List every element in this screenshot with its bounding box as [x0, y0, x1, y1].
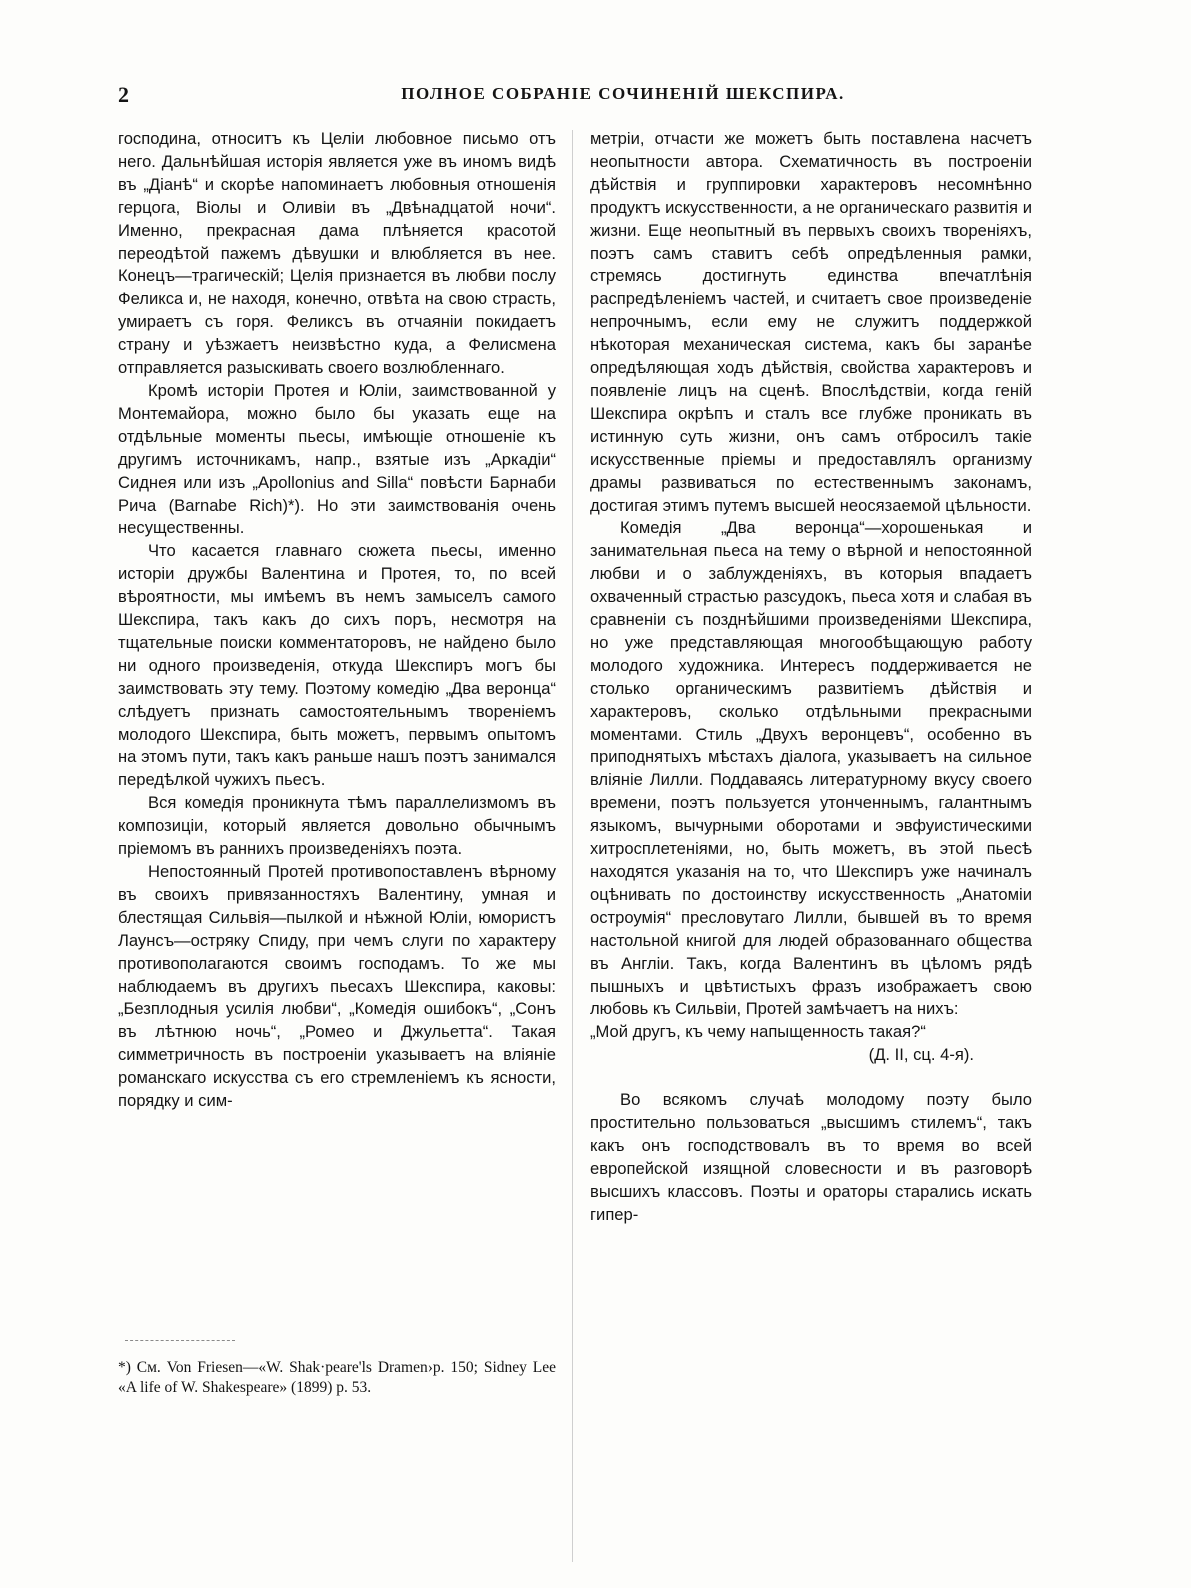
paragraph: Комедія „Два веронца“—хорошенькая и занимательная пьеса на тему о вѣрной и непостоянной любви и о заблужденіяхъ, въ которыя впадаетъ охваченный страстью разсудокъ, пьеса хотя и слабая въ сравненіи съ позднѣйшими произведеніями Шекспира, но уже представляющая многообѣщающую работу молодого художника. Интересъ поддерживается не столько органическимъ развитіемъ дѣйствія и характеровъ, сколько отдѣльными прекрасными моментами. Стиль „Двухъ веронцевъ“, особенно въ приподнятыхъ мѣстахъ діалога, указываетъ на сильное вліяніе Лилли. Поддаваясь литературному вкусу своего времени, поэтъ пользуется утонченнымъ, галантнымъ языкомъ, вычурными оборотами и эвфуистическими хитросплетеніями, но, быть можетъ, въ этой пьесѣ находятся указанія на то, что Шекспиръ уже начиналъ оцѣнивать по достоинству искусственность „Анатоміи остроумія“ пресловутаго Лилли, бывшей въ то время настольной книгой для людей образованнаго общества въ Англіи. Такъ, когда Валентинъ въ цѣломъ рядѣ пышныхъ и цвѣтистыхъ фразъ изображаетъ свою любовь къ Сильвіи, Протей замѣчаетъ на нихъ:: [590, 518, 1032, 1019]
footnote: *) См. Von Friesen—«W. Shak·peare'ls Dramen›p. 150; Sidney Lee «A life of W. Shakespeare» (1899) p. 53.: [118, 1359, 556, 1396]
quote-reference: (Д. II, сц. 4-я).: [868, 1045, 974, 1065]
verse-quote: „Мой другъ, къ чему напыщенность такая?“: [590, 1022, 926, 1042]
paragraph: господина, относитъ къ Целіи любовное письмо отъ него. Дальнѣйшая исторія является уже въ иномъ видѣ въ „Діанѣ“ и скорѣе напоминаетъ любовныя отношенія герцога, Віолы и Оливіи въ „Двѣнадцатой ночи“. Именно, прекрасная дама плѣняется красотой переодѣтой пажемъ дѣвушки и влюбляется въ нее. Конецъ—трагическій; Целія признается въ любви послу Феликса и, не находя, конечно, отвѣта на свою страсть, умираетъ съ горя. Феликсъ въ отчаяніи покидаетъ страну и уѣзжаетъ неизвѣстно куда, а Фелисмена отправляется разыскивать своего возлюбленнаго.: [118, 129, 556, 378]
paragraph: Что касается главнаго сюжета пьесы, именно исторіи дружбы Валентина и Протея, то, по всей вѣроятности, мы имѣемъ въ немъ замыселъ самого Шекспира, такъ какъ до сихъ поръ, несмотря на тщательные поиски комментаторовъ, не найдено было ни одного произведенія, откуда Шекспиръ могъ бы заимствовать эту тему. Поэтому комедію „Два веронца“ слѣдуетъ признать самостоятельнымъ твореніемъ молодого Шекспира, быть можетъ, первымъ опытомъ на этомъ пути, такъ какъ раньше нашъ поэтъ занимался передѣлкой чужихъ пьесъ.: [118, 541, 556, 790]
right-column: [590, 128, 1032, 1227]
column-divider: [572, 130, 573, 1562]
left-column: [118, 128, 556, 1113]
page-header: [118, 82, 1080, 106]
running-title: ПОЛНОЕ СОБРАНІЕ СОЧИНЕНІЙ ШЕКСПИРА.: [401, 84, 845, 103]
paragraph: Кромѣ исторіи Протея и Юліи, заимствованной у Монтемайора, можно было бы указать еще на отдѣльные моменты пьесы, имѣющіе отношеніе къ другимъ источникамъ, напр., взятые изъ „Аркадіи“ Сиднея или изъ „Apollonius and Silla“ повѣсти Барнаби Рича (Barnabe Rich)*). Но эти заимствованія очень несущественны.: [118, 380, 556, 538]
page-number: 2: [118, 82, 129, 107]
paragraph: Вся комедія проникнута тѣмъ параллелизмомъ въ композиціи, который является довольно обычнымъ пріемомъ въ раннихъ произведеніяхъ поэта.: [118, 793, 556, 859]
paragraph: метріи, отчасти же можетъ быть поставлена насчетъ неопытности автора. Схематичность въ построеніи дѣйствія и группировки характеровъ несомнѣнно продуктъ искусственности, а не органическаго развитія и жизни. Еще неопытный въ первыхъ своихъ твореніяхъ, поэтъ самъ ставитъ себѣ опредѣленныя рамки, стремясь достигнуть единства впечатлѣнія распредѣленіемъ частей, и считаетъ свое произведеніе непрочнымъ, если ему не служитъ поддержкой нѣкоторая механическая система, какъ бы заранѣе опредѣляющая ходъ дѣйствія, свойства характеровъ и появленіе лицъ на сценѣ. Впослѣдствіи, когда геній Шекспира окрѣпъ и сталъ все глубже проникать въ истинную суть жизни, онъ самъ отбросилъ такіе искусственные пріемы и предоставлялъ организму драмы развиваться по естественнымъ законамъ, достигая этимъ путемъ высшей неосязаемой цѣльности.: [590, 129, 1032, 515]
paragraph: Непостоянный Протей противопоставленъ вѣрному въ своихъ привязанностяхъ Валентину, умная и блестящая Сильвія—пылкой и нѣжной Юліи, юмористъ Лаунсъ—остряку Спиду, при чемъ слуги по характеру противополагаются своимъ господамъ. То же мы наблюдаемъ въ другихъ пьесахъ Шекспира, каковы: „Безплодныя усилія любви“, „Комедія ошибокъ“, „Сонъ въ лѣтнюю ночь“, „Ромео и Джульетта“. Такая симметричность въ построеніи указываетъ на вліяніе романскаго искусства съ его стремленіемъ къ ясности, порядку и сим-: [118, 862, 556, 1111]
paragraph: Во всякомъ случаѣ молодому поэту было простительно пользоваться „высшимъ стилемъ“, такъ какъ онъ господствовалъ въ то время во всей европейской изящной словесности и въ разговорѣ высшихъ классовъ. Поэты и ораторы старались искать гипер-: [590, 1090, 1032, 1224]
footnote-separator: [125, 1340, 235, 1341]
